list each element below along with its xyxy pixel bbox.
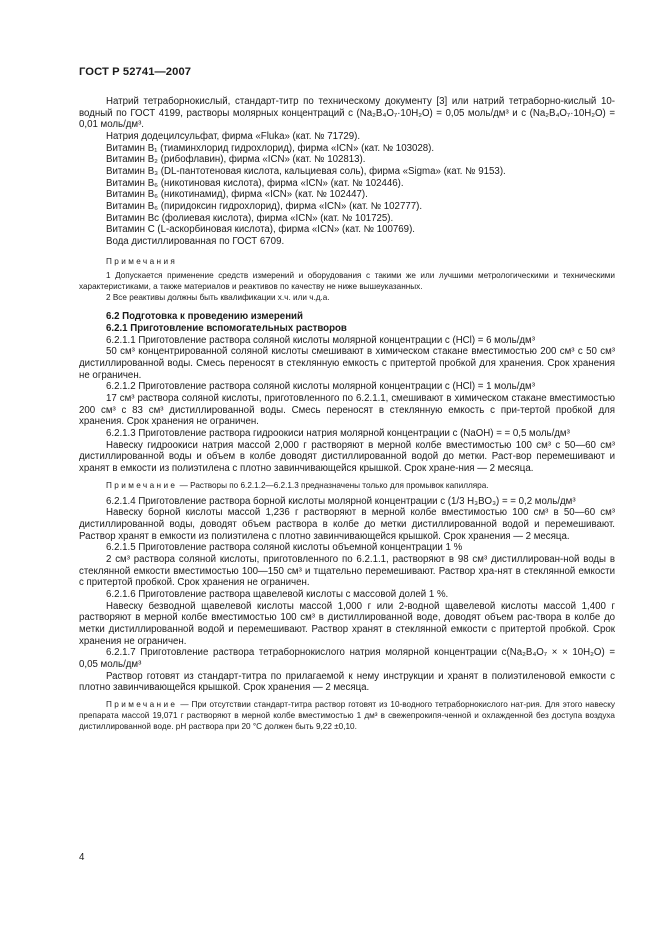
page-header-standard-id: ГОСТ Р 52741—2007 (79, 66, 192, 78)
reagent-item: Витамин Bc (фолиевая кислота), фирма «ICN» (кат. № 101725). (106, 212, 394, 224)
subsection-title: 6.2.1.4 Приготовление раствора борной кислоты молярной концентрации c (1/3 H₃BO₃) = = 0,2 моль/дм³ (106, 495, 576, 507)
subsection-text: Навеску борной кислоты массой 1,236 г растворяют в мерной колбе вместимостью 100 см³ в 50—60 см³ дистиллированной воды, доводят объем раствора в колбе до метки дистиллированной водой и перемешивают. Раствор хранят в емкости из полиэтилена с плотно завинчивающейся крышкой. Срок хранения — 2 месяца. (79, 507, 615, 542)
subsection-title: 6.2.1.7 Приготовление раствора тетраборнокислого натрия молярной концентрации c(Na₂B₄O₇ × × 10H₂O) = 0,05 моль/дм³ (79, 647, 615, 670)
page-number: 4 (79, 852, 85, 863)
subsection-text: Раствор готовят из стандарт-титра по прилагаемой к нему инструкции и хранят в полиэтиленовой емкости с плотно завинчивающейся крышкой. Срок хранения — 2 месяца. (79, 670, 615, 694)
subsection-text: 50 см³ концентрированной соляной кислоты смешивают в химическом стакане вместимостью 200 см³ с 50 см³ дистиллированной воды. Смесь переносят в стеклянную емкость с притертой пробкой для хранения. Срок хранения не ограничен. (79, 346, 615, 381)
note-label: Примечание (106, 699, 178, 709)
note-text: — Растворы по 6.2.1.2—6.2.1.3 предназначены только для промывок капилляра. (177, 480, 489, 490)
subsection-title: 6.2.1.3 Приготовление раствора гидроокиси натрия молярной концентрации c (NaOH) = = 0,5 моль/дм³ (106, 427, 570, 439)
note-standard-titre (79, 699, 615, 733)
subsection-text: 17 см³ раствора соляной кислоты, приготовленного по 6.2.1.1, смешивают в химическом стакане вместимостью 200 см³ с 83 см³ дистиллированной воды. Смесь переносят в стеклянную емкость с при-тертой пробкой для хранения. Срок хранения не ограничен. (79, 392, 615, 428)
reagent-item: Витамин B₆ (никотиновая кислота), фирма «ICN» (кат. № 102446). (106, 177, 404, 189)
reagent-sodium-tetraborate: Натрий тетраборнокислый, стандарт-титр по техническому документу [3] или натрий тетраборно-кислый 10-водный по ГОСТ 4199, растворы молярных концентраций c (Na₂B₄O₇·10H₂O) = 0,05 моль/дм³ и c (Na₂B₄O₇·10H₂O) = 0,01 моль/дм³. (79, 96, 615, 131)
page-body (79, 96, 615, 733)
reagent-item: Витамин B₆ (пиридоксин гидрохлорид), фирма «ICN» (кат. № 102777). (106, 200, 423, 212)
reagent-list (79, 131, 615, 248)
section-heading-6-2-1: 6.2.1 Приготовление вспомогательных растворов (106, 323, 347, 334)
reagent-item: Натрия додецилсульфат, фирма «Fluka» (кат. № 71729). (106, 130, 361, 142)
reagent-item: Витамин C (L-аскорбиновая кислота), фирма «ICN» (кат. № 100769). (106, 224, 415, 236)
note-text: — При отсутствии стандарт-титра раствор готовят из 10-водного тетраборнокислого нат-рия. Для этого навеску препарата массой 19,071 г растворяют в мерной колбе вместимостью 1 дм³ в свежепрокипя-ченной и охлажденной без доступа воздуха дистиллированной воде. pH раствора при 20 °C должен быть 9,22 ±0,10. (79, 699, 615, 732)
subsection-title: 6.2.1.2 Приготовление раствора соляной кислоты молярной концентрации c (HCl) = 1 моль/дм³ (106, 381, 535, 393)
reagent-item: Витамин B₆ (никотинамид), фирма «ICN» (кат. № 102447). (106, 189, 368, 201)
subsection-text: 2 см³ раствора соляной кислоты, приготовленного по 6.2.1.1, растворяют в 98 см³ дистиллирован-ной воды в стеклянной емкости вместимостью 100—150 см³ и тщательно перемешивают. Раствор хра-нят в стеклянной емкости с притертой пробкой. Срок хранения не ограничен. (79, 554, 615, 589)
notes-block (79, 256, 615, 304)
subsection-title: 6.2.1.1 Приготовление раствора соляной кислоты молярной концентрации c (HCl) = 6 моль/дм³ (106, 334, 535, 346)
note-2: 2 Все реактивы должны быть квалификации х.ч. или ч.д.а. (106, 293, 330, 303)
note-label: Примечание (106, 480, 178, 490)
notes-label: Примечания (106, 256, 178, 266)
note-1: 1 Допускается применение средств измерений и оборудования с такими же или лучшими метрологическими и техническими характеристиками, а также материалов и реактивов по качеству не ниже вышеуказанных. (79, 270, 615, 291)
reagent-item: Витамин B₃ (DL-пантотеновая кислота, кальциевая соль), фирма «Sigma» (кат. № 9153). (106, 165, 506, 177)
reagent-item: Витамин B₁ (тиаминхлорид гидрохлорид), фирма «ICN» (кат. № 103028). (106, 142, 435, 154)
reagent-item: Витамин B₂ (рибофлавин), фирма «ICN» (кат. № 102813). (106, 154, 366, 166)
note-washing-solutions (79, 480, 615, 491)
subsection-text: Навеску гидроокиси натрия массой 2,000 г растворяют в мерной колбе вместимостью 100 см³ с 50—60 см³ дистиллированной воды и объем в колбе доводят дистиллированной водой до метки. Раст-вор перемешивают и хранят в емкости из полиэтилена с плотно завинчивающейся крышкой. Срок хране-ния — 2 месяца. (79, 439, 615, 474)
reagent-item: Вода дистиллированная по ГОСТ 6709. (106, 235, 285, 247)
section-heading-6-2: 6.2 Подготовка к проведению измерений (106, 311, 303, 323)
subsection-text: Навеску безводной щавелевой кислоты массой 1,000 г или 2-водной щавелевой кислоты массой 1,400 г растворяют в мерной колбе вместимостью 100 см³ в дистиллированной воде, доводят объем рас-твора в колбе до метки дистиллированной водой и перемешивают. Раствор хранят в стеклянной емкости с притертой пробкой. Срок хранения не ограничен. (79, 600, 615, 647)
subsection-title: 6.2.1.5 Приготовление раствора соляной кислоты объемной концентрации 1 % (106, 542, 463, 554)
subsection-title: 6.2.1.6 Приготовление раствора щавелевой кислоты с массовой долей 1 %. (106, 588, 449, 600)
